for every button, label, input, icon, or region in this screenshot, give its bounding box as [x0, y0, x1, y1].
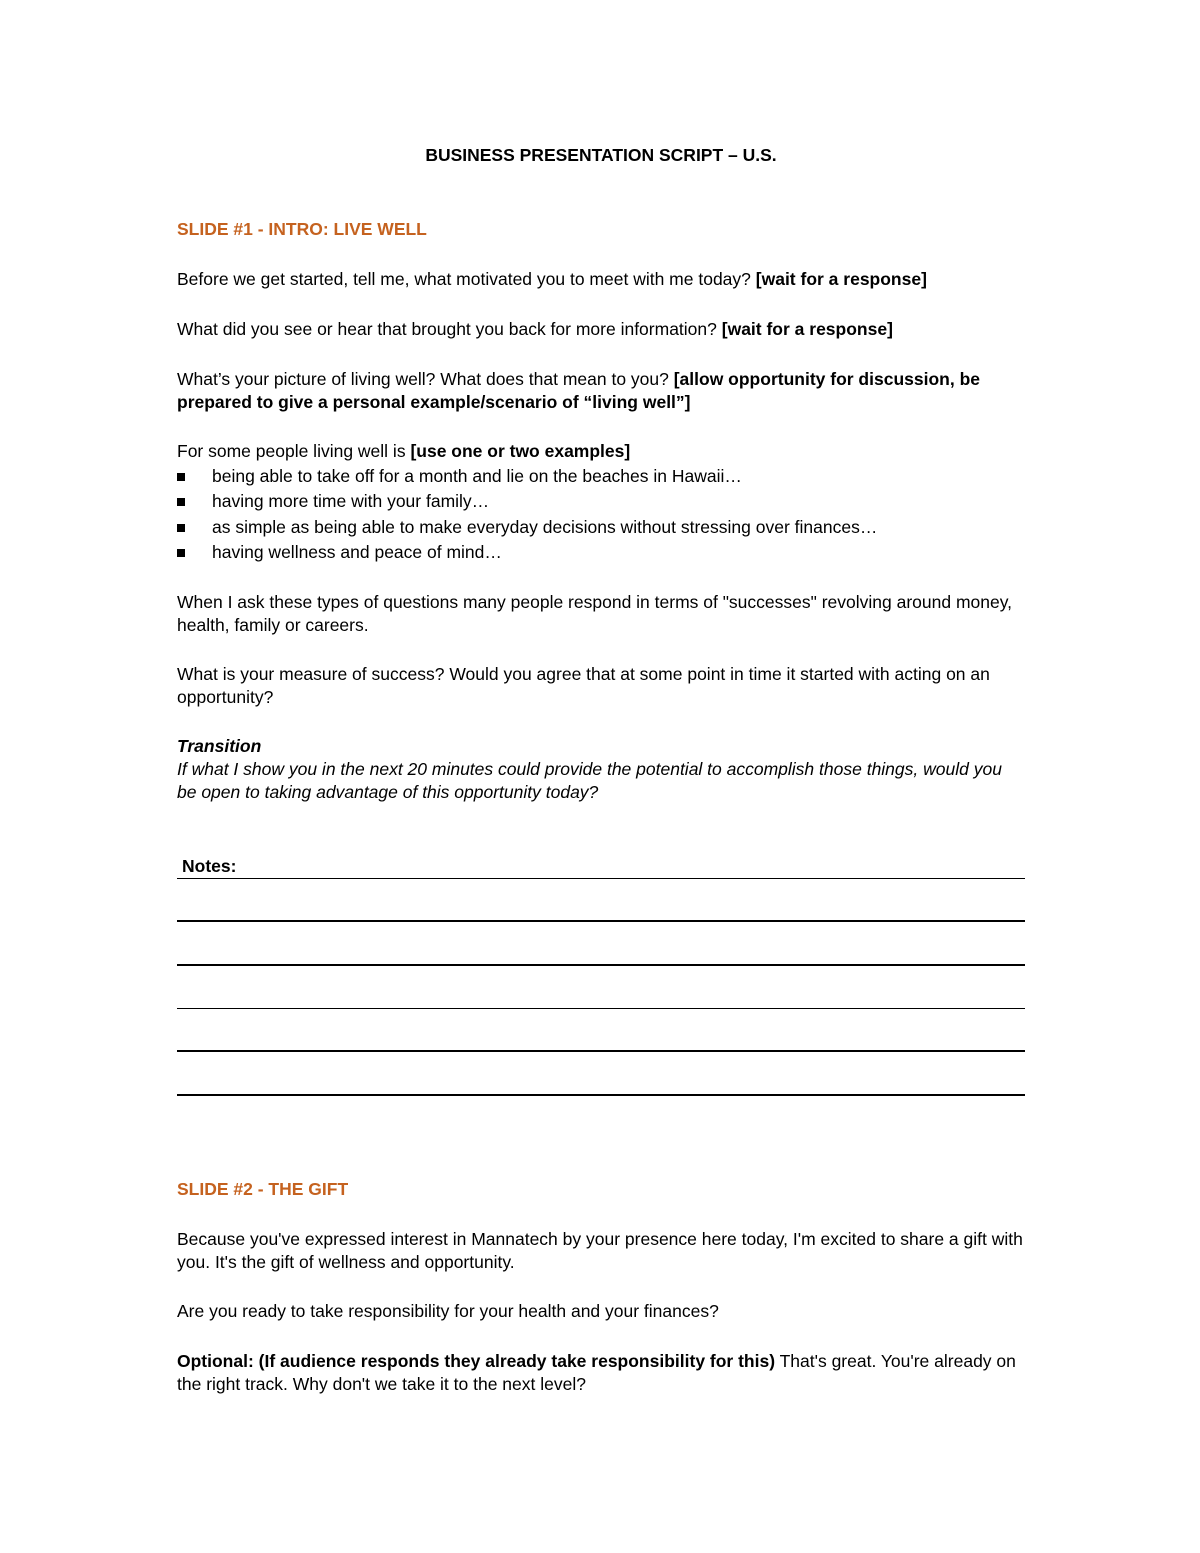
- intro-text: For some people living well is: [177, 441, 411, 461]
- slide-2-heading: SLIDE #2 - THE GIFT: [177, 1179, 349, 1199]
- stage-cue: [allow opportunity for discussion, be prepared to give a personal example/scenario of “living well”]: [177, 369, 980, 412]
- slide-1-heading: SLIDE #1 - INTRO: LIVE WELL: [177, 219, 427, 239]
- optional-text: That's great. You're already on the right track. Why don't we take it to the next level?: [177, 1351, 1016, 1394]
- list-item-text: as simple as being able to make everyday decisions without stressing over finances…: [212, 516, 878, 537]
- stage-cue: [use one or two examples]: [410, 441, 631, 461]
- question-text: What did you see or hear that brought you back for more information?: [177, 319, 722, 339]
- notes-line: [177, 1094, 1025, 1096]
- document-title: BUSINESS PRESENTATION SCRIPT – U.S.: [425, 145, 777, 165]
- slide-1-question-motivation: [177, 268, 1025, 291]
- list-item: [177, 540, 1025, 565]
- optional-label: Optional: (If audience responds they already take responsibility for this): [177, 1351, 776, 1371]
- slide-1-some-people: [177, 440, 1025, 463]
- list-item-text: having more time with your family…: [212, 491, 490, 512]
- question-text: What’s your picture of living well? What does that mean to you?: [177, 369, 674, 389]
- question-text: Before we get started, tell me, what motivated you to meet with me today?: [177, 269, 756, 289]
- notes-line: [177, 920, 1025, 922]
- slide-1-question-information: [177, 318, 1025, 341]
- notes-line: [177, 878, 1025, 879]
- square-bullet-icon: [177, 498, 185, 506]
- notes-line: [177, 1050, 1025, 1052]
- list-item: [177, 464, 1025, 489]
- notes-label: Notes:: [182, 856, 237, 876]
- square-bullet-icon: [177, 524, 185, 532]
- list-item: [177, 515, 1025, 540]
- slide-2-ready-question: Are you ready to take responsibility for your health and your finances?: [177, 1301, 719, 1321]
- slide-2-gift-text: Because you've expressed interest in Mannatech by your presence here today, I'm excited to share a gift with you. It's the gift of wellness and opportunity.: [177, 1229, 1023, 1272]
- notes-line: [177, 964, 1025, 966]
- square-bullet-icon: [177, 473, 185, 481]
- living-well-examples-list: [177, 464, 1025, 566]
- transition-text: If what I show you in the next 20 minutes could provide the potential to accomplish those things, would you be open to taking advantage of this opportunity today?: [177, 759, 1002, 802]
- stage-cue: [wait for a response]: [755, 269, 927, 289]
- slide-1-measure-of-success: What is your measure of success? Would you agree that at some point in time it started with acting on an opportunity?: [177, 664, 990, 707]
- notes-line: [177, 1008, 1025, 1009]
- slide-1-when-i-ask: When I ask these types of questions many people respond in terms of "successes" revolving around money, health, family or careers.: [177, 592, 1013, 635]
- slide-1-question-living-well: [177, 368, 1025, 414]
- slide-2-optional: [177, 1350, 1025, 1396]
- list-item-text: being able to take off for a month and lie on the beaches in Hawaii…: [212, 466, 742, 486]
- list-item-text: having wellness and peace of mind…: [212, 542, 502, 563]
- stage-cue: [wait for a response]: [721, 319, 893, 339]
- transition-heading: Transition: [177, 736, 262, 756]
- list-item: [177, 489, 1025, 514]
- square-bullet-icon: [177, 549, 185, 557]
